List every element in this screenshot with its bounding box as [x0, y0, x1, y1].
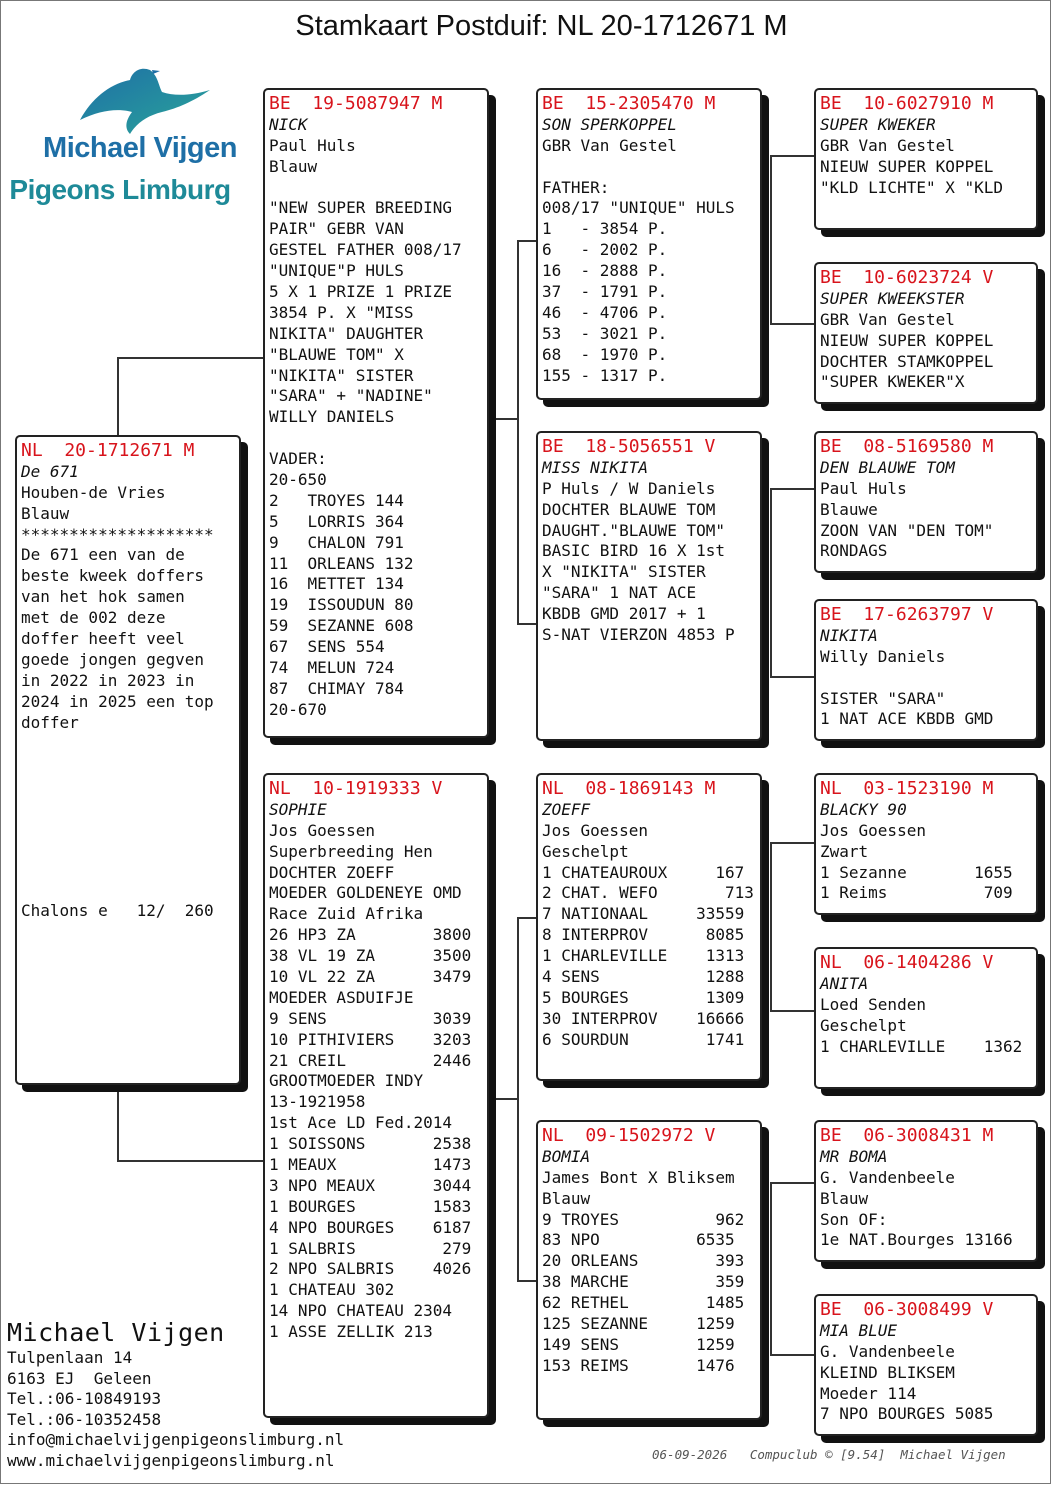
pigeon-card-fmm: [814, 599, 1038, 741]
connector: [770, 488, 816, 490]
info-line: goede jongen gegven: [21, 649, 205, 669]
info-line: P Huls / W Daniels: [542, 478, 716, 498]
connector: [770, 842, 772, 1012]
ring-number: BE 06-3008431 M: [820, 1125, 994, 1146]
info-line: GROOTMOEDER INDY: [269, 1071, 424, 1091]
info-line: 62 RETHEL 1485: [542, 1293, 745, 1313]
pigeon-name: SUPER KWEEKSTER: [820, 288, 965, 308]
connector: [517, 917, 519, 1282]
info-line: 1 - 3854 P.: [542, 219, 668, 239]
connector: [517, 240, 537, 242]
owner-email[interactable]: info@michaelvijgenpigeonslimburg.nl: [7, 1430, 345, 1450]
logo-line2: Pigeons Limburg: [9, 174, 231, 205]
connector: [517, 1280, 537, 1282]
info-line: G. Vandenbeele: [820, 1167, 955, 1187]
info-line: 2 CHAT. WEFO 713: [542, 883, 754, 903]
info-line: 1 ASSE ZELLIK 213: [269, 1322, 433, 1342]
info-line: 13-1921958: [269, 1092, 366, 1112]
connector: [517, 623, 537, 625]
info-line: [21, 817, 235, 838]
info-line: Geschelpt: [542, 841, 629, 861]
info-line: Chalons e 12/ 260: [21, 900, 214, 920]
info-line: 1e NAT.Bourges 13166: [820, 1230, 1013, 1250]
info-line: 38 VL 19 ZA 3500: [269, 946, 472, 966]
pigeon-card-mmf: [814, 1120, 1038, 1262]
info-line: De 671 een van de: [21, 545, 185, 565]
info-line: RONDAGS: [820, 541, 888, 561]
info-line: Blauwe: [820, 499, 878, 519]
info-line: [542, 157, 756, 178]
ring-number: BE 10-6023724 V: [820, 267, 994, 288]
info-line: 16 METTET 134: [269, 574, 404, 594]
connector: [495, 418, 519, 420]
info-line: Willy Daniels: [820, 646, 946, 666]
info-line: 53 - 3021 P.: [542, 323, 668, 343]
info-line: 20-670: [269, 699, 327, 719]
info-line: Geschelpt: [820, 1015, 907, 1035]
info-line: "SARA" + "NADINE": [269, 386, 433, 406]
info-line: NIKITA" DAUGHTER: [269, 323, 424, 343]
info-line: 3854 P. X "MISS: [269, 302, 414, 322]
page-title: Stamkaart Postduif: NL 20-1712671 M: [295, 10, 788, 42]
info-line: DOCHTER ZOEFF: [269, 862, 395, 882]
pigeon-name: ANITA: [820, 973, 869, 993]
ring-number: NL 06-1404286 V: [820, 952, 994, 973]
logo: [9, 62, 237, 222]
pigeon-card-father-father: [536, 88, 762, 400]
info-line: Paul Huls: [269, 135, 356, 155]
info-line: VADER:: [269, 449, 327, 469]
info-line: DAUGHT."BLAUWE TOM": [542, 520, 726, 540]
info-line: S-NAT VIERZON 4853 P: [542, 625, 735, 645]
owner-address-line: 6163 EJ Geleen: [7, 1368, 152, 1388]
info-line: Jos Goessen: [820, 820, 926, 840]
owner-address-line: Tulpenlaan 14: [7, 1348, 133, 1367]
info-line: 5 LORRIS 364: [269, 511, 404, 531]
info-line: James Bont X Bliksem: [542, 1167, 735, 1187]
info-line: "NEW SUPER BREEDING: [269, 198, 453, 218]
ring-number: BE 19-5087947 M: [269, 93, 443, 114]
info-line: "SARA" 1 NAT ACE: [542, 583, 697, 603]
info-line: 7 NATIONAAL 33559: [542, 904, 745, 924]
info-line: G. Vandenbeele: [820, 1341, 955, 1361]
connector: [770, 1182, 772, 1356]
ring-number: NL 10-1919333 V: [269, 778, 443, 799]
info-line: 1 NAT ACE KBDB GMD: [820, 709, 994, 729]
pigeon-card-father: [263, 88, 489, 738]
info-line: Blauw: [542, 1188, 591, 1208]
pigeon-card-fmf: [814, 431, 1038, 573]
pigeon-card-subject: [15, 435, 241, 1085]
info-line: 20 ORLEANS 393: [542, 1251, 745, 1271]
info-line: Son OF:: [820, 1209, 888, 1229]
info-line: 9 CHALON 791: [269, 532, 404, 552]
info-line: X "NIKITA" SISTER: [542, 562, 706, 582]
info-line: 26 HP3 ZA 3800: [269, 925, 472, 945]
info-line: [21, 838, 235, 859]
info-line: Race Zuid Afrika: [269, 904, 424, 924]
ring-number: BE 17-6263797 V: [820, 604, 994, 625]
info-line: 2 TROYES 144: [269, 490, 404, 510]
info-line: GBR Van Gestel: [820, 135, 955, 155]
info-line: 155 - 1317 P.: [542, 365, 668, 385]
info-line: WILLY DANIELS: [269, 407, 395, 427]
info-line: NIEUW SUPER KOPPEL: [820, 330, 994, 350]
info-line: doffer: [21, 712, 79, 732]
info-line: 4 SENS 1288: [542, 967, 745, 987]
info-line: 6 - 2002 P.: [542, 240, 668, 260]
info-line: Blauw: [21, 503, 70, 523]
info-line: 8 INTERPROV 8085: [542, 925, 745, 945]
info-line: NIEUW SUPER KOPPEL: [820, 156, 994, 176]
connector: [517, 917, 537, 919]
pigeon-name: SUPER KWEKER: [820, 114, 936, 134]
info-line: DOCHTER BLAUWE TOM: [542, 499, 716, 519]
owner-website[interactable]: www.michaelvijgenpigeonslimburg.nl: [7, 1450, 335, 1470]
info-line: 6 SOURDUN 1741: [542, 1029, 745, 1049]
info-line: 2024 in 2025 een top: [21, 691, 214, 711]
info-line: 68 - 1970 P.: [542, 344, 668, 364]
info-line: 87 CHIMAY 784: [269, 678, 404, 698]
info-line: Houben-de Vries: [21, 482, 166, 502]
info-line: "SUPER KWEKER"X: [820, 372, 965, 392]
info-line: 4 NPO BOURGES 6187: [269, 1217, 472, 1237]
ring-number: BE 06-3008499 V: [820, 1299, 994, 1320]
info-line: GESTEL FATHER 008/17: [269, 240, 462, 260]
pigeon-name: NIKITA: [820, 625, 878, 645]
info-line: Superbreeding Hen: [269, 841, 433, 861]
info-line: Jos Goessen: [269, 820, 375, 840]
info-line: doffer heeft veel: [21, 629, 185, 649]
info-line: 10 PITHIVIERS 3203: [269, 1029, 472, 1049]
connector: [770, 1010, 816, 1012]
info-line: 19 ISSOUDUN 80: [269, 595, 414, 615]
info-line: GBR Van Gestel: [542, 135, 677, 155]
pigeon-name: NICK: [269, 114, 308, 134]
info-line: 2 NPO SALBRIS 4026: [269, 1259, 472, 1279]
pigeon-name: SON SPERKOPPEL: [542, 114, 677, 134]
connector: [770, 676, 816, 678]
pigeon-card-mmm: [814, 1294, 1038, 1436]
info-line: 37 - 1791 P.: [542, 282, 668, 302]
info-line: [21, 775, 235, 796]
pigeon-name: ZOEFF: [542, 799, 591, 819]
info-line: [21, 880, 235, 901]
ring-number: NL 08-1869143 M: [542, 778, 716, 799]
info-line: 1 CHATEAUROUX 167: [542, 862, 745, 882]
info-line: [820, 668, 1032, 689]
info-line: 1 Reims 709: [820, 883, 1013, 903]
info-line: "UNIQUE"P HULS: [269, 261, 404, 281]
pigeon-card-ffm: [814, 262, 1038, 404]
info-line: "KLD LICHTE" X "KLD: [820, 177, 1004, 197]
info-line: [21, 859, 235, 880]
connector: [770, 1354, 816, 1356]
info-line: Jos Goessen: [542, 820, 648, 840]
info-line: Zwart: [820, 841, 869, 861]
info-line: SISTER "SARA": [820, 688, 946, 708]
info-line: 5 X 1 PRIZE 1 PRIZE: [269, 282, 453, 302]
owner-block: [7, 1318, 344, 1472]
info-line: 1 CHARLEVILLE 1313: [542, 946, 745, 966]
pigeon-name: De 671: [21, 461, 79, 481]
info-line: GBR Van Gestel: [820, 309, 955, 329]
info-line: Blauw: [269, 156, 318, 176]
connector: [770, 155, 772, 325]
info-line: met de 002 deze: [21, 608, 166, 628]
info-line: 10 VL 22 ZA 3479: [269, 967, 472, 987]
info-line: 74 MELUN 724: [269, 658, 395, 678]
info-line: Blauw: [820, 1188, 869, 1208]
info-line: 21 CREIL 2446: [269, 1050, 472, 1070]
connector: [770, 155, 816, 157]
connector: [117, 357, 265, 359]
pigeon-name: SOPHIE: [269, 799, 327, 819]
info-line: 14 NPO CHATEAU 2304: [269, 1301, 453, 1321]
info-line: 008/17 "UNIQUE" HULS: [542, 198, 735, 218]
info-line: 149 SENS 1259: [542, 1334, 735, 1354]
info-line: MOEDER ASDUIFJE: [269, 987, 414, 1007]
info-line: 9 SENS 3039: [269, 1008, 472, 1028]
info-line: 1st Ace LD Fed.2014: [269, 1113, 453, 1133]
connector: [770, 488, 772, 678]
info-line: Paul Huls: [820, 478, 907, 498]
info-line: 3 NPO MEAUX 3044: [269, 1175, 472, 1195]
logo-line1: Michael Vijgen: [43, 132, 237, 164]
info-line: 153 REIMS 1476: [542, 1355, 735, 1375]
info-line: 11 ORLEANS 132: [269, 553, 414, 573]
info-line: Loed Senden: [820, 994, 926, 1014]
info-line: 59 SEZANNE 608: [269, 616, 414, 636]
pigeon-name: DEN BLAUWE TOM: [820, 457, 955, 477]
connector: [117, 1160, 265, 1162]
info-line: 125 SEZANNE 1259: [542, 1314, 735, 1334]
info-line: 20-650: [269, 470, 327, 490]
info-line: 5 BOURGES 1309: [542, 987, 745, 1007]
connector: [495, 1098, 519, 1100]
info-line: [269, 428, 483, 449]
info-line: 1 Sezanne 1655: [820, 862, 1013, 882]
info-line: BASIC BIRD 16 X 1st: [542, 541, 726, 561]
info-line: KBDB GMD 2017 + 1: [542, 604, 706, 624]
ring-number: NL 03-1523190 M: [820, 778, 994, 799]
ring-number: BE 10-6027910 M: [820, 93, 994, 114]
info-line: 1 CHATEAU 302: [269, 1280, 395, 1300]
pigeon-card-mfm: [814, 947, 1038, 1089]
info-line: 1 BOURGES 1583: [269, 1196, 472, 1216]
ring-number: BE 15-2305470 M: [542, 93, 716, 114]
owner-name: Michael Vijgen: [7, 1318, 225, 1347]
pigeon-name: MIA BLUE: [820, 1320, 898, 1340]
ring-number: NL 20-1712671 M: [21, 440, 195, 461]
connector: [770, 323, 816, 325]
info-line: 83 NPO 6535: [542, 1230, 735, 1250]
pigeon-name: BLACKY 90: [820, 799, 907, 819]
pigeon-card-mother-father: [536, 773, 762, 1081]
pigeon-card-mff: [814, 773, 1038, 915]
info-line: 1 CHARLEVILLE 1362: [820, 1036, 1023, 1056]
info-line: KLEIND BLIKSEM: [820, 1362, 955, 1382]
info-line: [21, 796, 235, 817]
connector: [770, 842, 816, 844]
info-line: 7 NPO BOURGES 5085: [820, 1404, 994, 1424]
pigeon-card-father-mother: [536, 431, 762, 741]
pigeon-name: BOMIA: [542, 1146, 591, 1166]
connector: [770, 1182, 816, 1184]
owner-phone: Tel.:06-10352458: [7, 1409, 162, 1429]
info-line: 46 - 4706 P.: [542, 302, 668, 322]
ring-number: BE 08-5169580 M: [820, 436, 994, 457]
info-line: "BLAUWE TOM" X: [269, 344, 404, 364]
info-line: in 2022 in 2023 in: [21, 670, 195, 690]
pigeon-logo-icon: [40, 62, 250, 142]
info-line: 1 SALBRIS 279: [269, 1238, 472, 1258]
info-line: MOEDER GOLDENEYE OMD: [269, 883, 462, 903]
pigeon-card-mother-mother: [536, 1120, 762, 1420]
info-line: 1 SOISSONS 2538: [269, 1134, 472, 1154]
info-line: ZOON VAN "DEN TOM": [820, 520, 994, 540]
info-line: DOCHTER STAMKOPPEL: [820, 351, 994, 371]
pigeon-name: MR BOMA: [820, 1146, 888, 1166]
footer-credit: 06-09-2026 Compuclub © [9.54] Michael Vijgen: [652, 1447, 1006, 1462]
info-line: PAIR" GEBR VAN: [269, 219, 404, 239]
connector: [117, 1092, 119, 1162]
info-line: 30 INTERPROV 16666: [542, 1008, 745, 1028]
info-line: 9 TROYES 962: [542, 1209, 745, 1229]
info-line: beste kweek doffers: [21, 566, 205, 586]
ring-number: BE 18-5056551 V: [542, 436, 716, 457]
info-line: van het hok samen: [21, 587, 185, 607]
info-line: "NIKITA" SISTER: [269, 365, 414, 385]
info-line: [21, 733, 235, 754]
pigeon-card-fff: [814, 88, 1038, 230]
connector: [517, 240, 519, 625]
info-line: [21, 754, 235, 775]
info-line: [269, 178, 483, 199]
connector: [117, 357, 119, 437]
ring-number: NL 09-1502972 V: [542, 1125, 716, 1146]
owner-phone: Tel.:06-10849193: [7, 1389, 162, 1409]
info-line: FATHER:: [542, 177, 610, 197]
info-line: 67 SENS 554: [269, 637, 385, 657]
info-line: 38 MARCHE 359: [542, 1272, 745, 1292]
info-line: 16 - 2888 P.: [542, 261, 668, 281]
info-line: 1 MEAUX 1473: [269, 1155, 472, 1175]
pigeon-name: MISS NIKITA: [542, 457, 648, 477]
info-line: Moeder 114: [820, 1383, 917, 1403]
info-line: ********************: [21, 524, 214, 544]
